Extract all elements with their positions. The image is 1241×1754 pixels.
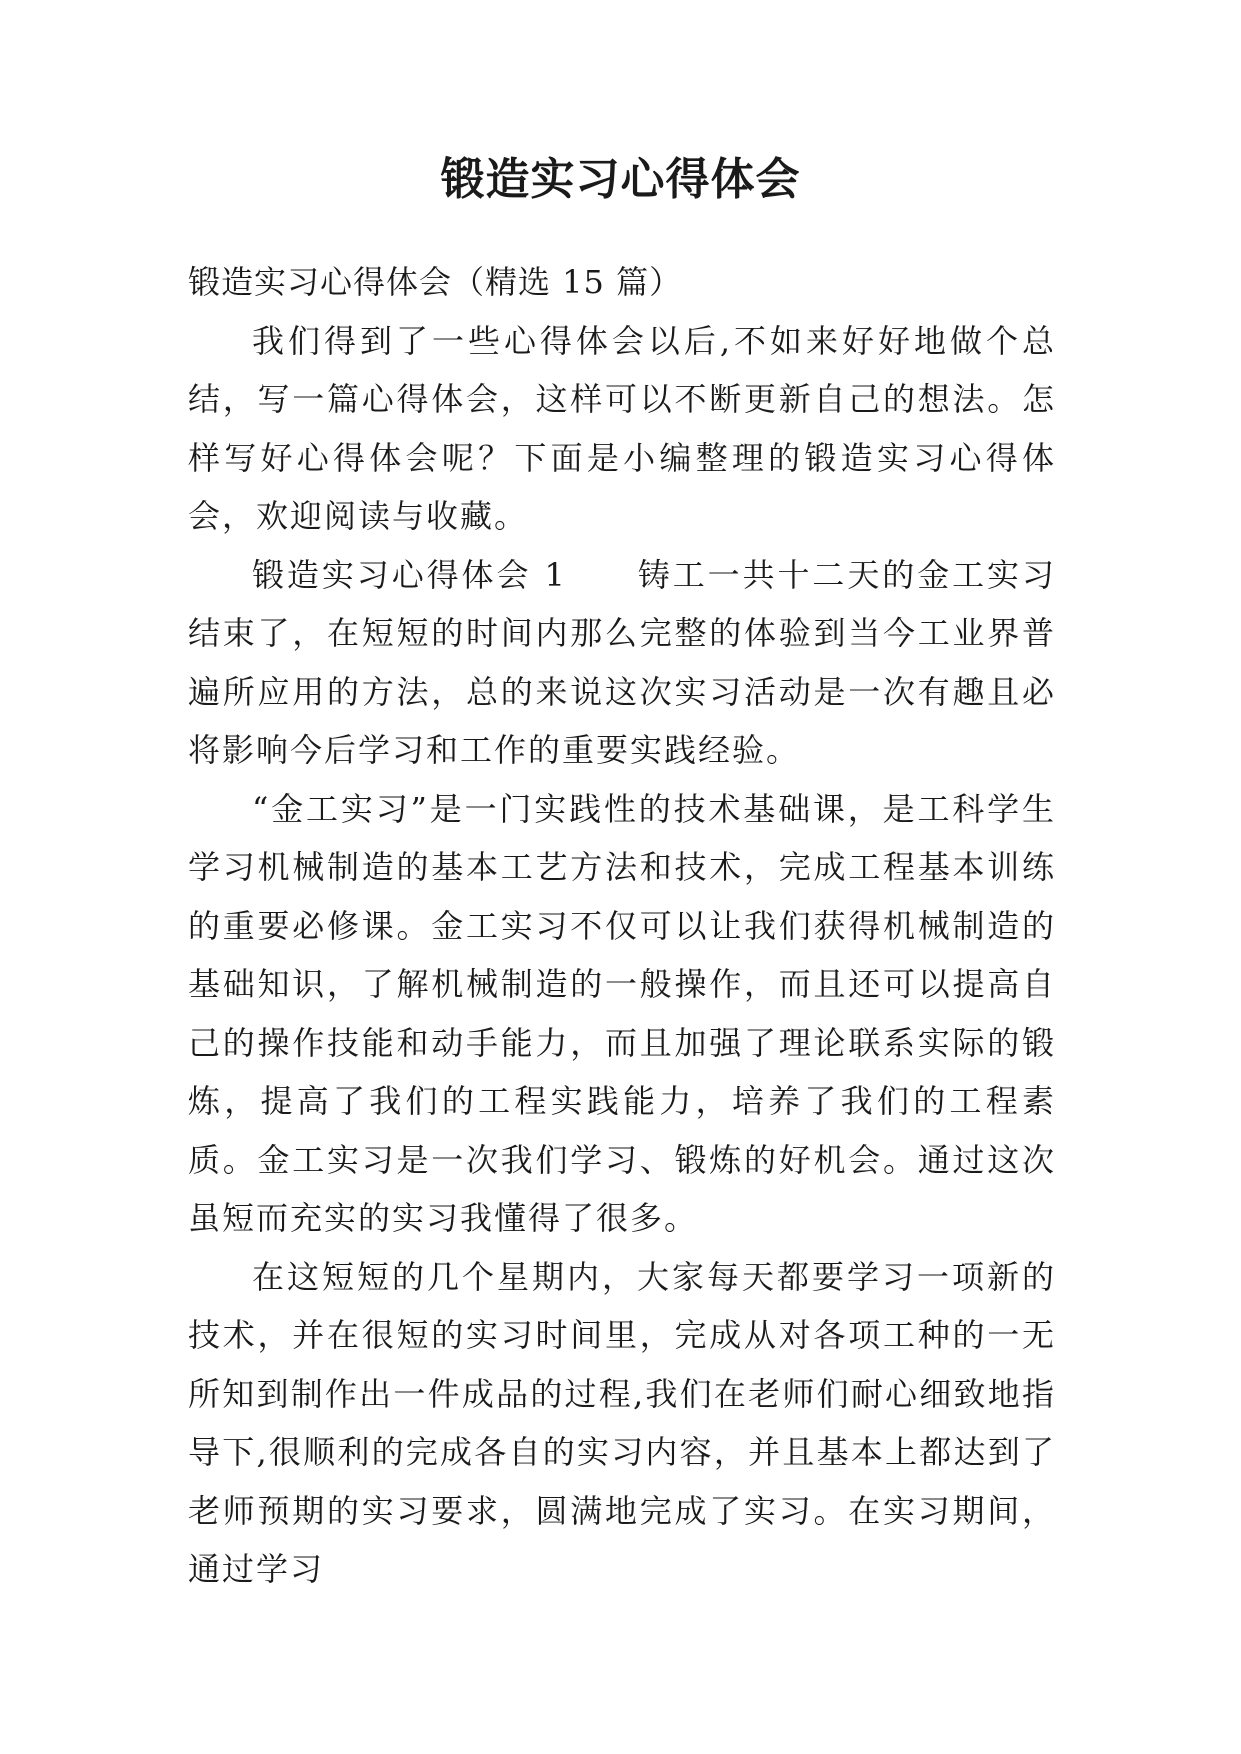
section-1-paragraph	[188, 546, 1056, 780]
section-1-heading: 锻造实习心得体会 1	[252, 555, 567, 594]
document-title: 锻造实习心得体会	[440, 154, 801, 205]
section-1-text: 铸工一共十二天的金工实习结束了，在短短的时间内那么完整的体验到当今工业界普遍所应用的方法，总的来说这次实习活动是一次有趣且必将影响今后学习和工作的重要实践经验。	[188, 555, 1056, 769]
body-paragraph-1: “金工实习”是一门实践性的技术基础课，是工科学生学习机械制造的基本工艺方法和技术，完成工程基本训练的重要必修课。金工实习不仅可以让我们获得机械制造的基础知识，了解机械制造的一般操作，而且还可以提高自己的操作技能和动手能力，而且加强了理论联系实际的锻炼，提高了我们的工程实践能力，培养了我们的工程素质。金工实习是一次我们学习、锻炼的好机会。通过这次虽短而充实的实习我懂得了很多。	[188, 789, 1056, 1237]
document-body	[188, 253, 1056, 1599]
intro-paragraph: 我们得到了一些心得体会以后,不如来好好地做个总结，写一篇心得体会，这样可以不断更新自己的想法。怎样写好心得体会呢？下面是小编整理的锻造实习心得体会，欢迎阅读与收藏。	[188, 321, 1056, 535]
body-paragraph-2: 在这短短的几个星期内，大家每天都要学习一项新的技术，并在很短的实习时间里，完成从对各项工种的一无所知到制作出一件成品的过程,我们在老师们耐心细致地指导下,很顺利的完成各自的实习内容，并且基本上都达到了老师预期的实习要求，圆满地完成了实习。在实习期间，通过学习	[188, 1257, 1056, 1588]
document-subtitle: 锻造实习心得体会（精选 15 篇）	[188, 263, 683, 301]
